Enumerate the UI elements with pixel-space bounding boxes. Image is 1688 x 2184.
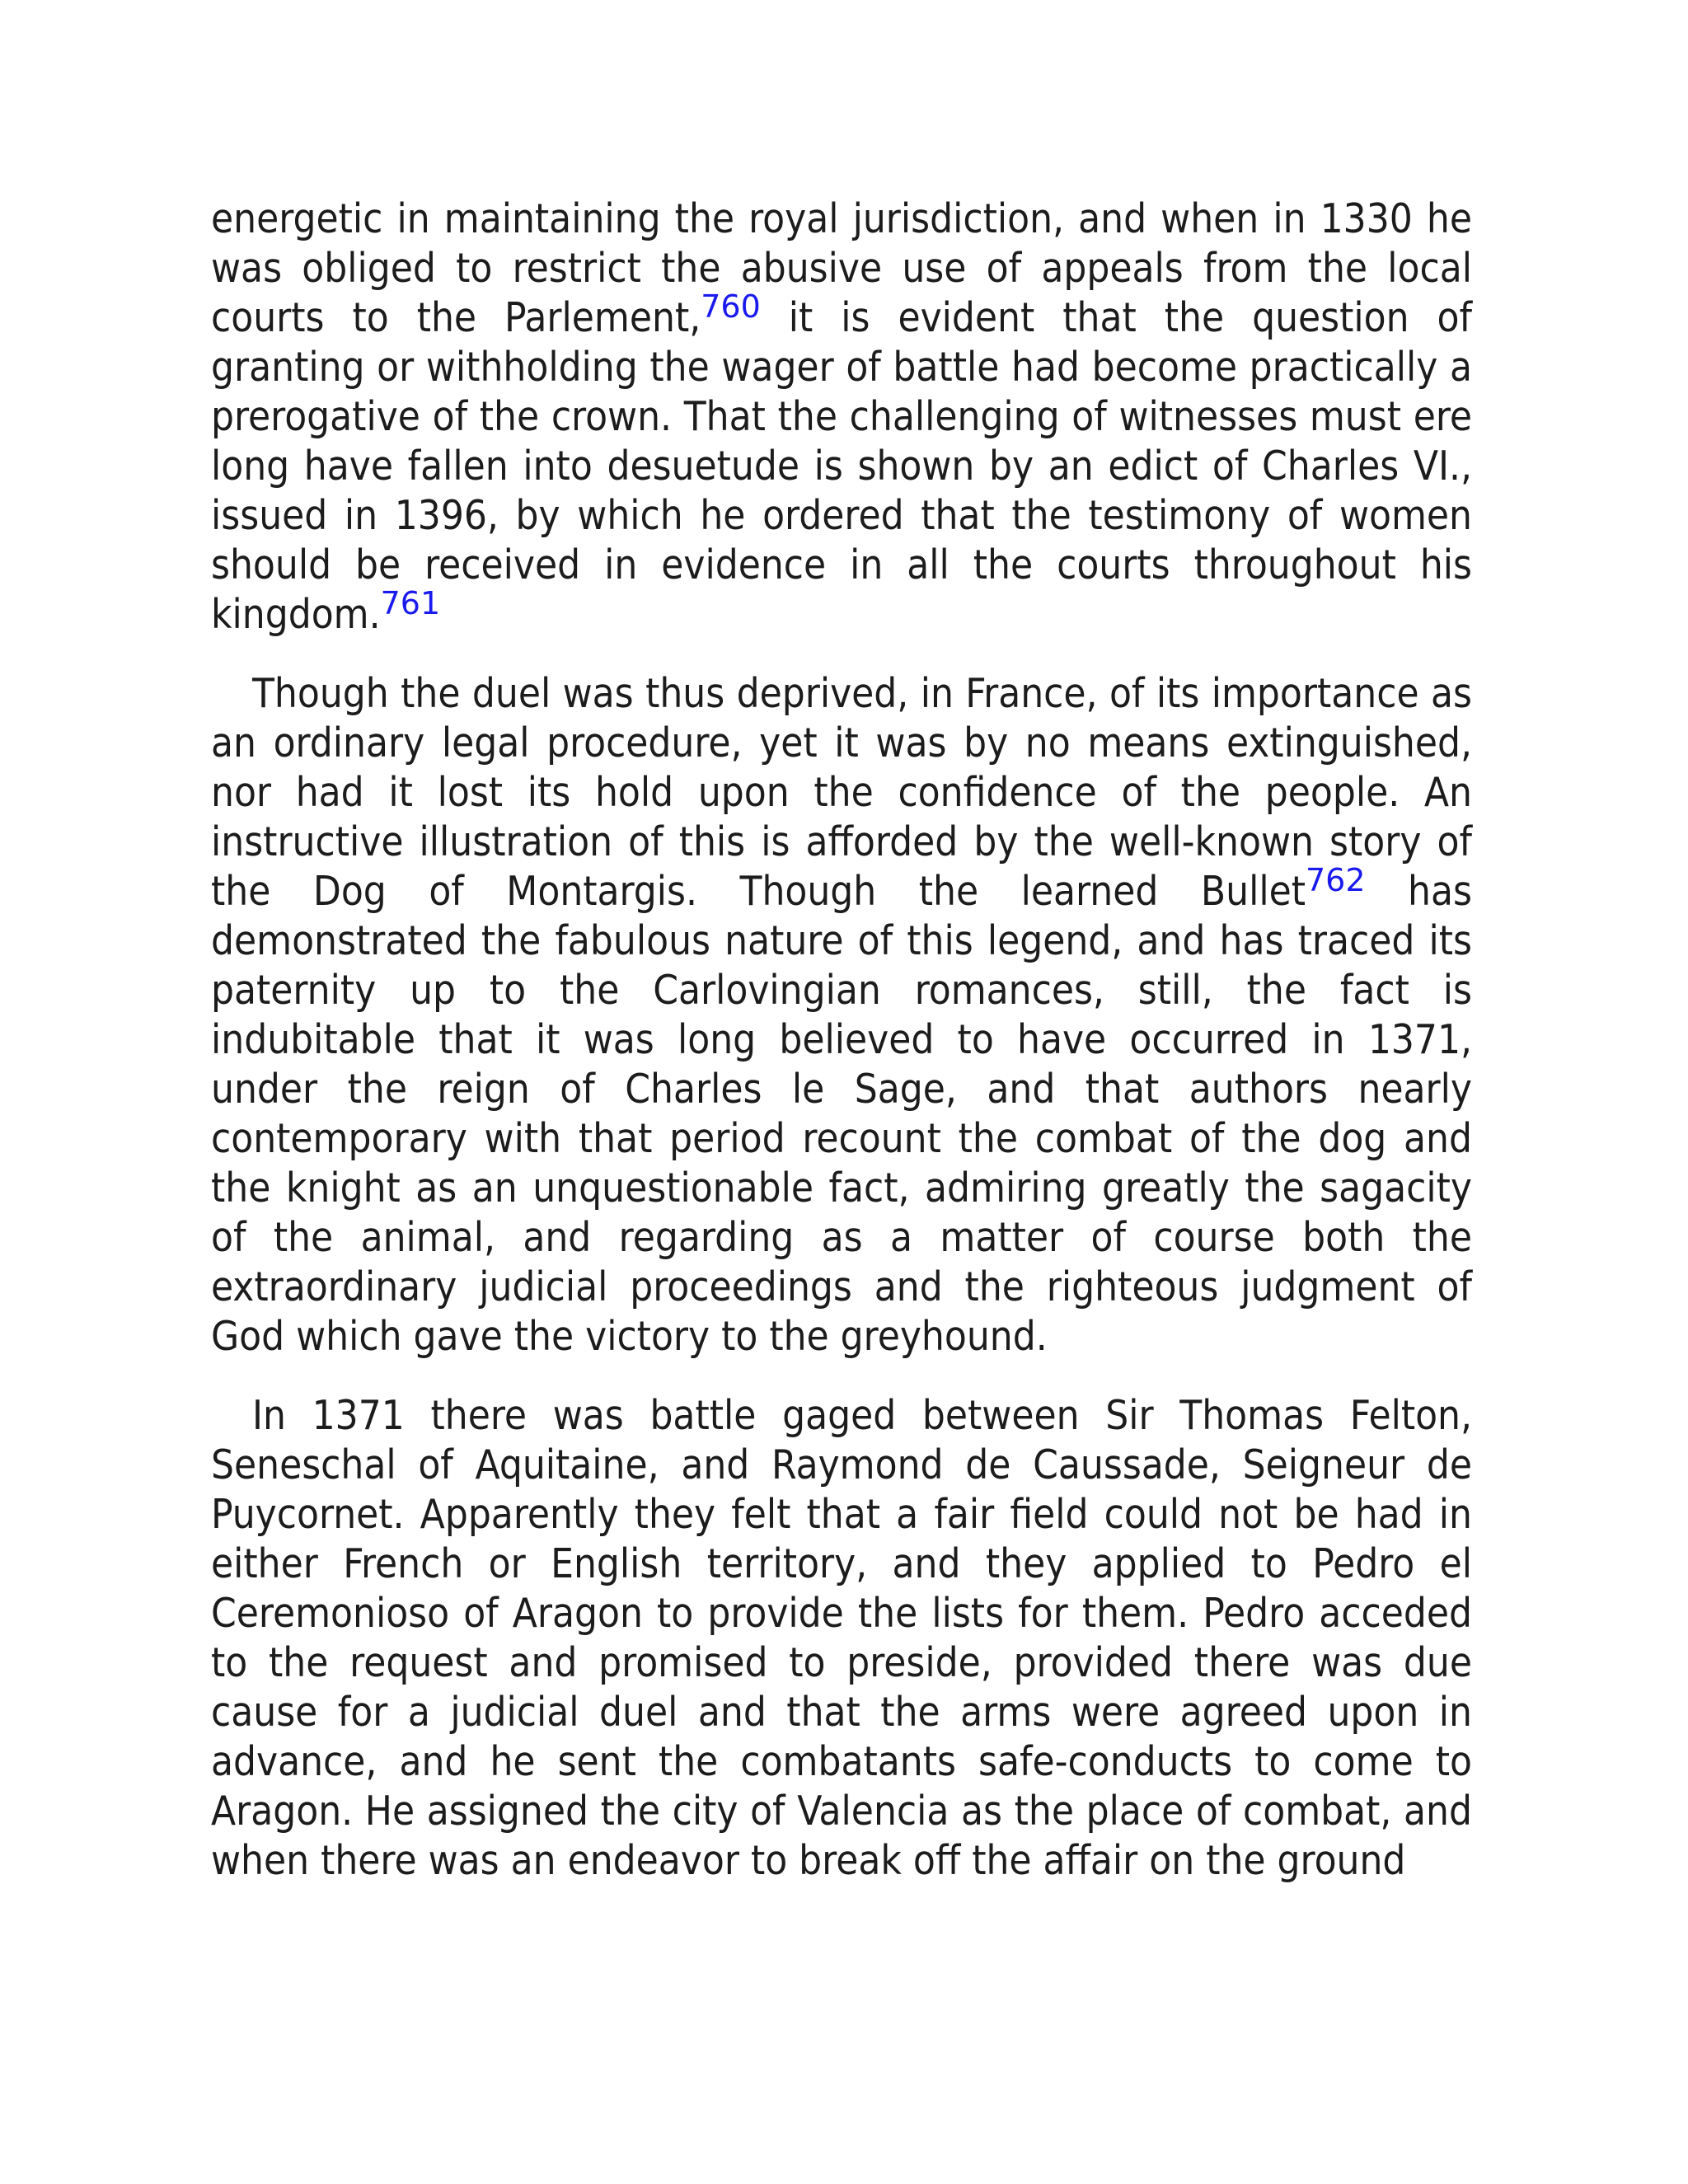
paragraph-text: In 1371 there was battle gaged between Sir Thomas Felton, Seneschal of Aquitaine, and Raymond de Caussade, Seigneur de Puycornet. Apparently they felt that a fair field could not be had in either French or English territory, and they applied to Pedro el Ceremonioso of Aragon to provide the lists for them. Pedro acceded to the request and promised to preside, provided there was due cause for a judicial duel and that the arms were agreed upon in advance, and he sent the combatants safe-conducts to come to Aragon. He assigned the city of Valencia as the place of combat, and when there was an endeavor to break off the affair on the ground	[211, 1392, 1472, 1884]
footnote-link[interactable]: 761	[380, 584, 441, 621]
paragraph	[211, 669, 1472, 1361]
paragraph-text: Though the duel was thus deprived, in France, of its importance as an ordinary legal procedure, yet it was by no means extinguished, nor had it lost its hold upon the confidence of the people. An instructive illustration of this is afforded by the well-known story of the Dog of Montargis. Though the learned Bullet	[211, 670, 1472, 915]
paragraph-text: it is evident that the question of granting or withholding the wager of battle had become practically a prerogative of the crown. That the challenging of witnesses must ere long have fallen into desuetude is shown by an edict of Charles VI., issued in 1396, by which he ordered that the testimony of women should be received in evidence in all the courts throughout his kingdom.	[211, 294, 1473, 638]
paragraph	[211, 194, 1472, 640]
paragraph-text: energetic in maintaining the royal jurisdiction, and when in 1330 he was obliged to restrict the abusive use of appeals from the local courts to the Parlement,	[211, 195, 1472, 341]
paragraph-text: has demonstrated the fabulous nature of this legend, and has traced its paternity up to the Carlovingian romances, still, the fact is indubitable that it was long believed to have occurred in 1371, under the reign of Charles le Sage, and that authors nearly contemporary with that period recount the combat of the dog and the knight as an unquestionable fact, admiring greatly the sagacity of the animal, and regarding as a matter of course both the extraordinary judicial proceedings and the righteous judgment of God which gave the victory to the greyhound.	[211, 868, 1472, 1360]
page-body	[211, 194, 1472, 1915]
footnote-link[interactable]: 760	[701, 288, 761, 325]
footnote-link[interactable]: 762	[1306, 861, 1366, 898]
paragraph	[211, 1391, 1472, 1886]
